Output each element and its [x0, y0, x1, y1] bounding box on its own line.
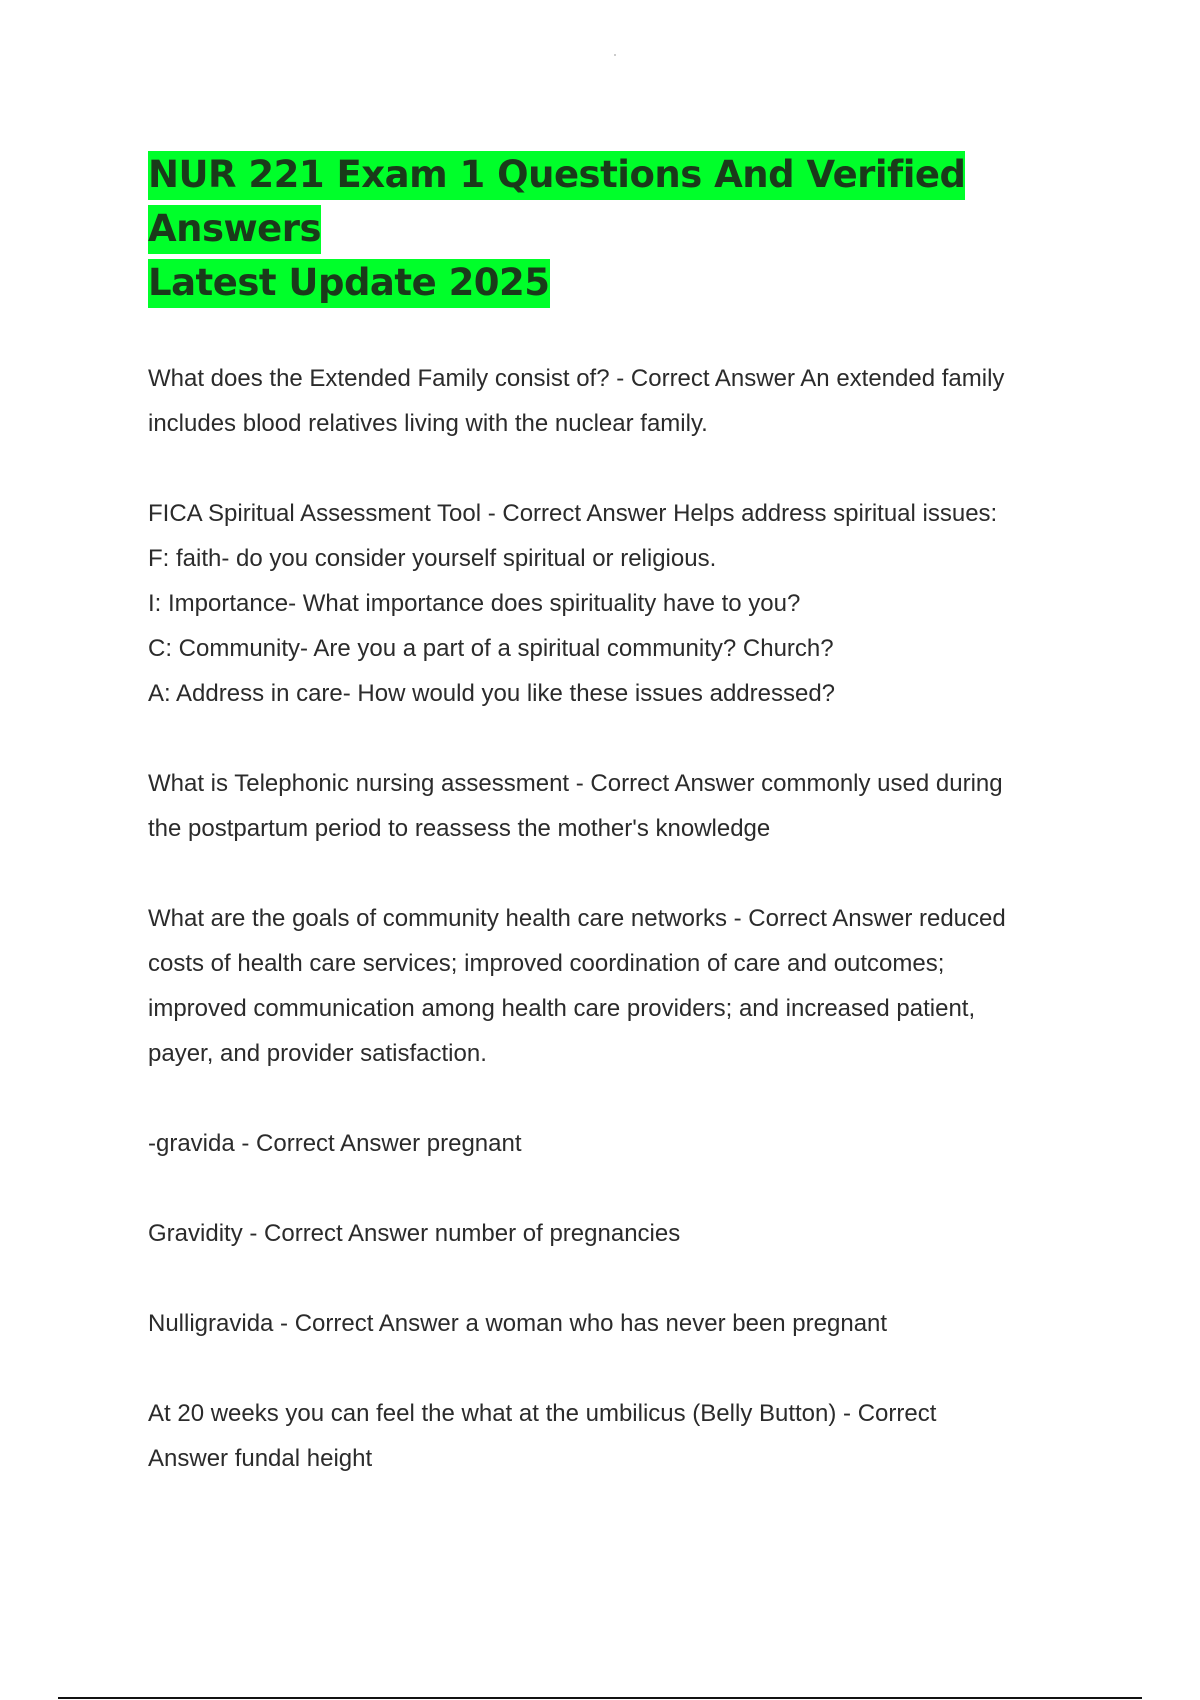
qa-item-fundal-height	[148, 1391, 1088, 1481]
qa-line: Nulligravida - Correct Answer a woman who has never been pregnant	[148, 1310, 888, 1337]
qa-line: Answer fundal height	[148, 1445, 373, 1472]
title-line-2: Latest Update 2025	[148, 259, 550, 308]
qa-item-telephonic	[148, 761, 1088, 851]
qa-item-gravidity	[148, 1211, 1088, 1256]
qa-line: What is Telephonic nursing assessment - Correct Answer commonly used during	[148, 770, 1003, 797]
qa-line: -gravida - Correct Answer pregnant	[148, 1130, 522, 1157]
document-title	[148, 148, 1088, 310]
qa-line: What are the goals of community health care networks - Correct Answer reduced	[148, 905, 1006, 932]
qa-item-fica	[148, 491, 1088, 716]
qa-line: improved communication among health care providers; and increased patient,	[148, 995, 976, 1022]
qa-line: Gravidity - Correct Answer number of pregnancies	[148, 1220, 681, 1247]
qa-line: FICA Spiritual Assessment Tool - Correct Answer Helps address spiritual issues:	[148, 500, 998, 527]
qa-line: the postpartum period to reassess the mother's knowledge	[148, 815, 771, 842]
scan-mark	[614, 54, 616, 56]
qa-line: I: Importance- What importance does spirituality have to you?	[148, 590, 801, 617]
title-line-1: NUR 221 Exam 1 Questions And Verified Answers	[148, 151, 965, 254]
qa-line: includes blood relatives living with the nuclear family.	[148, 410, 708, 437]
qa-line: What does the Extended Family consist of? - Correct Answer An extended family	[148, 365, 1005, 392]
page-bottom-rule	[58, 1697, 1142, 1699]
qa-item-nulligravida	[148, 1301, 1088, 1346]
qa-item-community-networks	[148, 896, 1088, 1076]
qa-line: F: faith- do you consider yourself spiritual or religious.	[148, 545, 717, 572]
qa-line: payer, and provider satisfaction.	[148, 1040, 487, 1067]
qa-line: At 20 weeks you can feel the what at the umbilicus (Belly Button) - Correct	[148, 1400, 937, 1427]
qa-item-extended-family	[148, 356, 1088, 446]
qa-item-gravida	[148, 1121, 1088, 1166]
qa-line: C: Community- Are you a part of a spiritual community? Church?	[148, 635, 834, 662]
qa-line: costs of health care services; improved coordination of care and outcomes;	[148, 950, 945, 977]
qa-line: A: Address in care- How would you like these issues addressed?	[148, 680, 836, 707]
document-content	[148, 148, 1088, 1526]
